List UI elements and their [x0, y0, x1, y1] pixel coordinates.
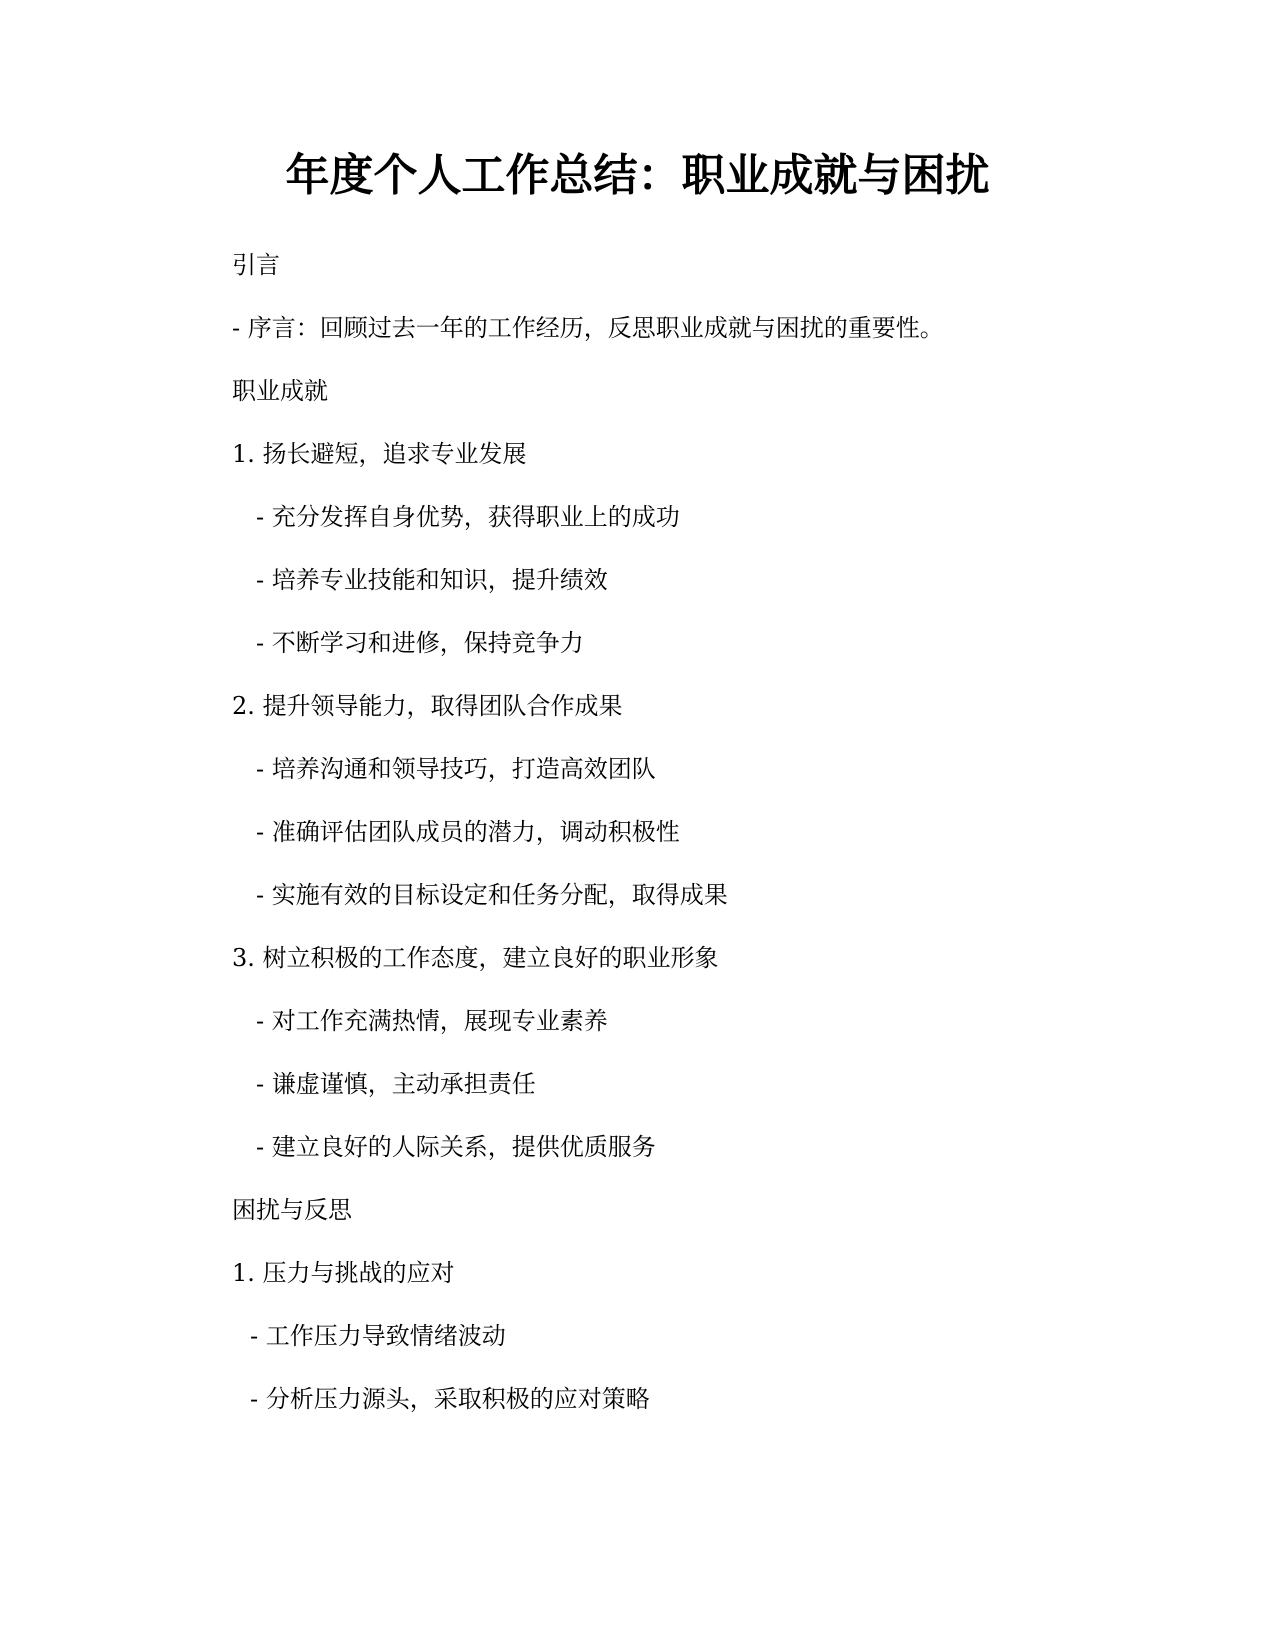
numbered-item: 2. 提升领导能力，取得团队合作成果: [232, 692, 623, 720]
bullet-item: - 建立良好的人际关系，提供优质服务: [256, 1133, 656, 1161]
bullet-item: - 实施有效的目标设定和任务分配，取得成果: [256, 881, 728, 909]
bullet-item: - 工作压力导致情绪波动: [250, 1322, 506, 1350]
section-heading-troubles: 困扰与反思: [232, 1196, 352, 1224]
numbered-item: 1. 扬长避短，追求专业发展: [232, 440, 527, 468]
numbered-item: 1. 压力与挑战的应对: [232, 1259, 455, 1287]
bullet-item: - 对工作充满热情，展现专业素养: [256, 1007, 608, 1035]
preface-line: - 序言：回顾过去一年的工作经历，反思职业成就与困扰的重要性。: [232, 314, 944, 342]
bullet-item: - 培养沟通和领导技巧，打造高效团队: [256, 755, 656, 783]
bullet-item: - 充分发挥自身优势，获得职业上的成功: [256, 503, 680, 531]
section-heading-introduction: 引言: [232, 251, 280, 279]
document-title: 年度个人工作总结：职业成就与困扰: [285, 150, 990, 201]
bullet-item: - 分析压力源头，采取积极的应对策略: [250, 1385, 650, 1413]
bullet-item: - 培养专业技能和知识，提升绩效: [256, 566, 608, 594]
section-heading-achievements: 职业成就: [232, 377, 328, 405]
bullet-item: - 不断学习和进修，保持竞争力: [256, 629, 584, 657]
bullet-item: - 谦虚谨慎，主动承担责任: [256, 1070, 536, 1098]
numbered-item: 3. 树立积极的工作态度，建立良好的职业形象: [232, 944, 719, 972]
bullet-item: - 准确评估团队成员的潜力，调动积极性: [256, 818, 680, 846]
